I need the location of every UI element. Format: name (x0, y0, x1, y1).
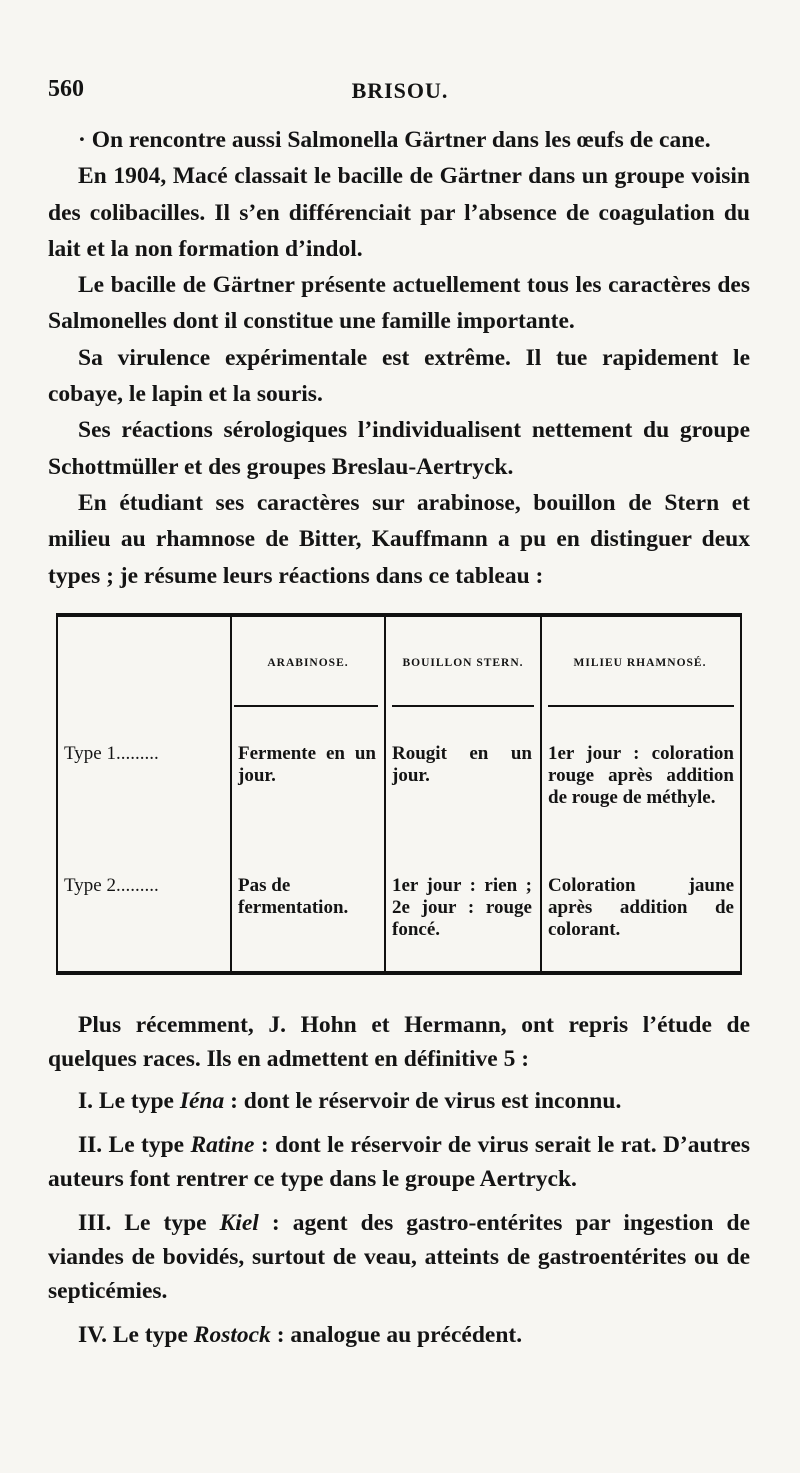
type-name: Kiel (219, 1210, 259, 1236)
type-name: Iéna (179, 1088, 225, 1114)
text-block-bottom (48, 1008, 750, 1362)
type-description: : dont le réservoir de virus est inconnu. (224, 1088, 622, 1114)
paragraph: Sa virulence expérimentale est extrême. Il tue rapidement le cobaye, le lapin et la souris. (48, 344, 750, 408)
page-number: 560 (48, 76, 84, 102)
paragraph-type-iena (48, 1084, 750, 1118)
type-name: Rostock (193, 1322, 271, 1348)
table-column-divider (540, 617, 542, 971)
type-prefix: III. Le type (78, 1210, 220, 1236)
paragraph: Ses réactions sérologiques l’individualisent nettement du groupe Schottmüller et des groupes Breslau-Aertryck. (48, 417, 750, 480)
paragraph-type-kiel (48, 1206, 750, 1308)
page-header (48, 76, 752, 110)
cell-type-2-arabinose: Pas de fermentation. (238, 875, 349, 918)
paragraph: Le bacille de Gärtner présente actuellement tous les caractères des Salmonelles dont il constitue une famille importante. (48, 272, 750, 335)
type-prefix: IV. Le type (78, 1322, 194, 1348)
cell-type-1-rhamnose: 1er jour : coloration rouge après addition de rouge de méthyle. (548, 743, 734, 808)
column-header-arabinose: ARABINOSE. (267, 657, 349, 669)
type-description: : agent des gastro-entérites par ingestion de viandes de bovidés, surtout de veau, atteints de gastroentérites ou de septicémies. (48, 1210, 750, 1304)
cell-type-2-stern: 1er jour : rien ; 2e jour : rouge foncé. (392, 875, 532, 940)
cell-type-1-stern: Rougit en un jour. (392, 743, 532, 786)
paragraph: En étudiant ses caractères sur arabinose, bouillon de Stern et milieu au rhamnose de Bitter, Kauffmann a pu en distinguer deux types ; je résume leurs réactions dans ce tableau : (48, 489, 750, 589)
cell-type-2-rhamnose: Coloration jaune après addition de colorant. (548, 875, 734, 940)
paragraph-type-rostock (48, 1318, 750, 1352)
row-label-type-1: Type 1......... (64, 743, 159, 764)
column-header-bouillon-stern: BOUILLON STERN. (402, 657, 524, 669)
type-prefix: I. Le type (78, 1088, 180, 1114)
running-head: BRISOU. (351, 78, 449, 103)
row-label-type-2: Type 2......... (64, 875, 159, 896)
column-header-milieu-rhamnose: MILIEU RHAMNOSÉ. (573, 657, 707, 669)
type-description: : analogue au précédent. (270, 1322, 523, 1348)
type-prefix: II. Le type (78, 1132, 191, 1158)
table-column-divider (230, 617, 232, 971)
table-column-divider (384, 617, 386, 971)
paragraph: Plus récemment, J. Hohn et Hermann, ont repris l’étude de quelques races. Ils en admettent en définitive 5 : (48, 1012, 750, 1072)
type-name: Ratine (190, 1132, 255, 1158)
table-header-rule (392, 705, 534, 707)
paragraph-type-ratine (48, 1128, 750, 1196)
text-block-top (48, 122, 750, 594)
cell-type-1-arabinose: Fermente en un jour. (238, 743, 376, 786)
table-header-rule (548, 705, 734, 707)
reaction-table (56, 613, 742, 975)
type-description: : dont le réservoir de virus serait le rat. D’autres auteurs font rentrer ce type dans le groupe Aertryck. (48, 1132, 750, 1192)
paragraph: · On rencontre aussi Salmonella Gärtner dans les œufs de cane. (78, 127, 711, 153)
table-header-rule (234, 705, 378, 707)
paragraph: En 1904, Macé classait le bacille de Gärtner dans un groupe voisin des colibacilles. Il s’en différenciait par l’absence de coagulation du lait et la non formation d’indol. (48, 163, 750, 262)
